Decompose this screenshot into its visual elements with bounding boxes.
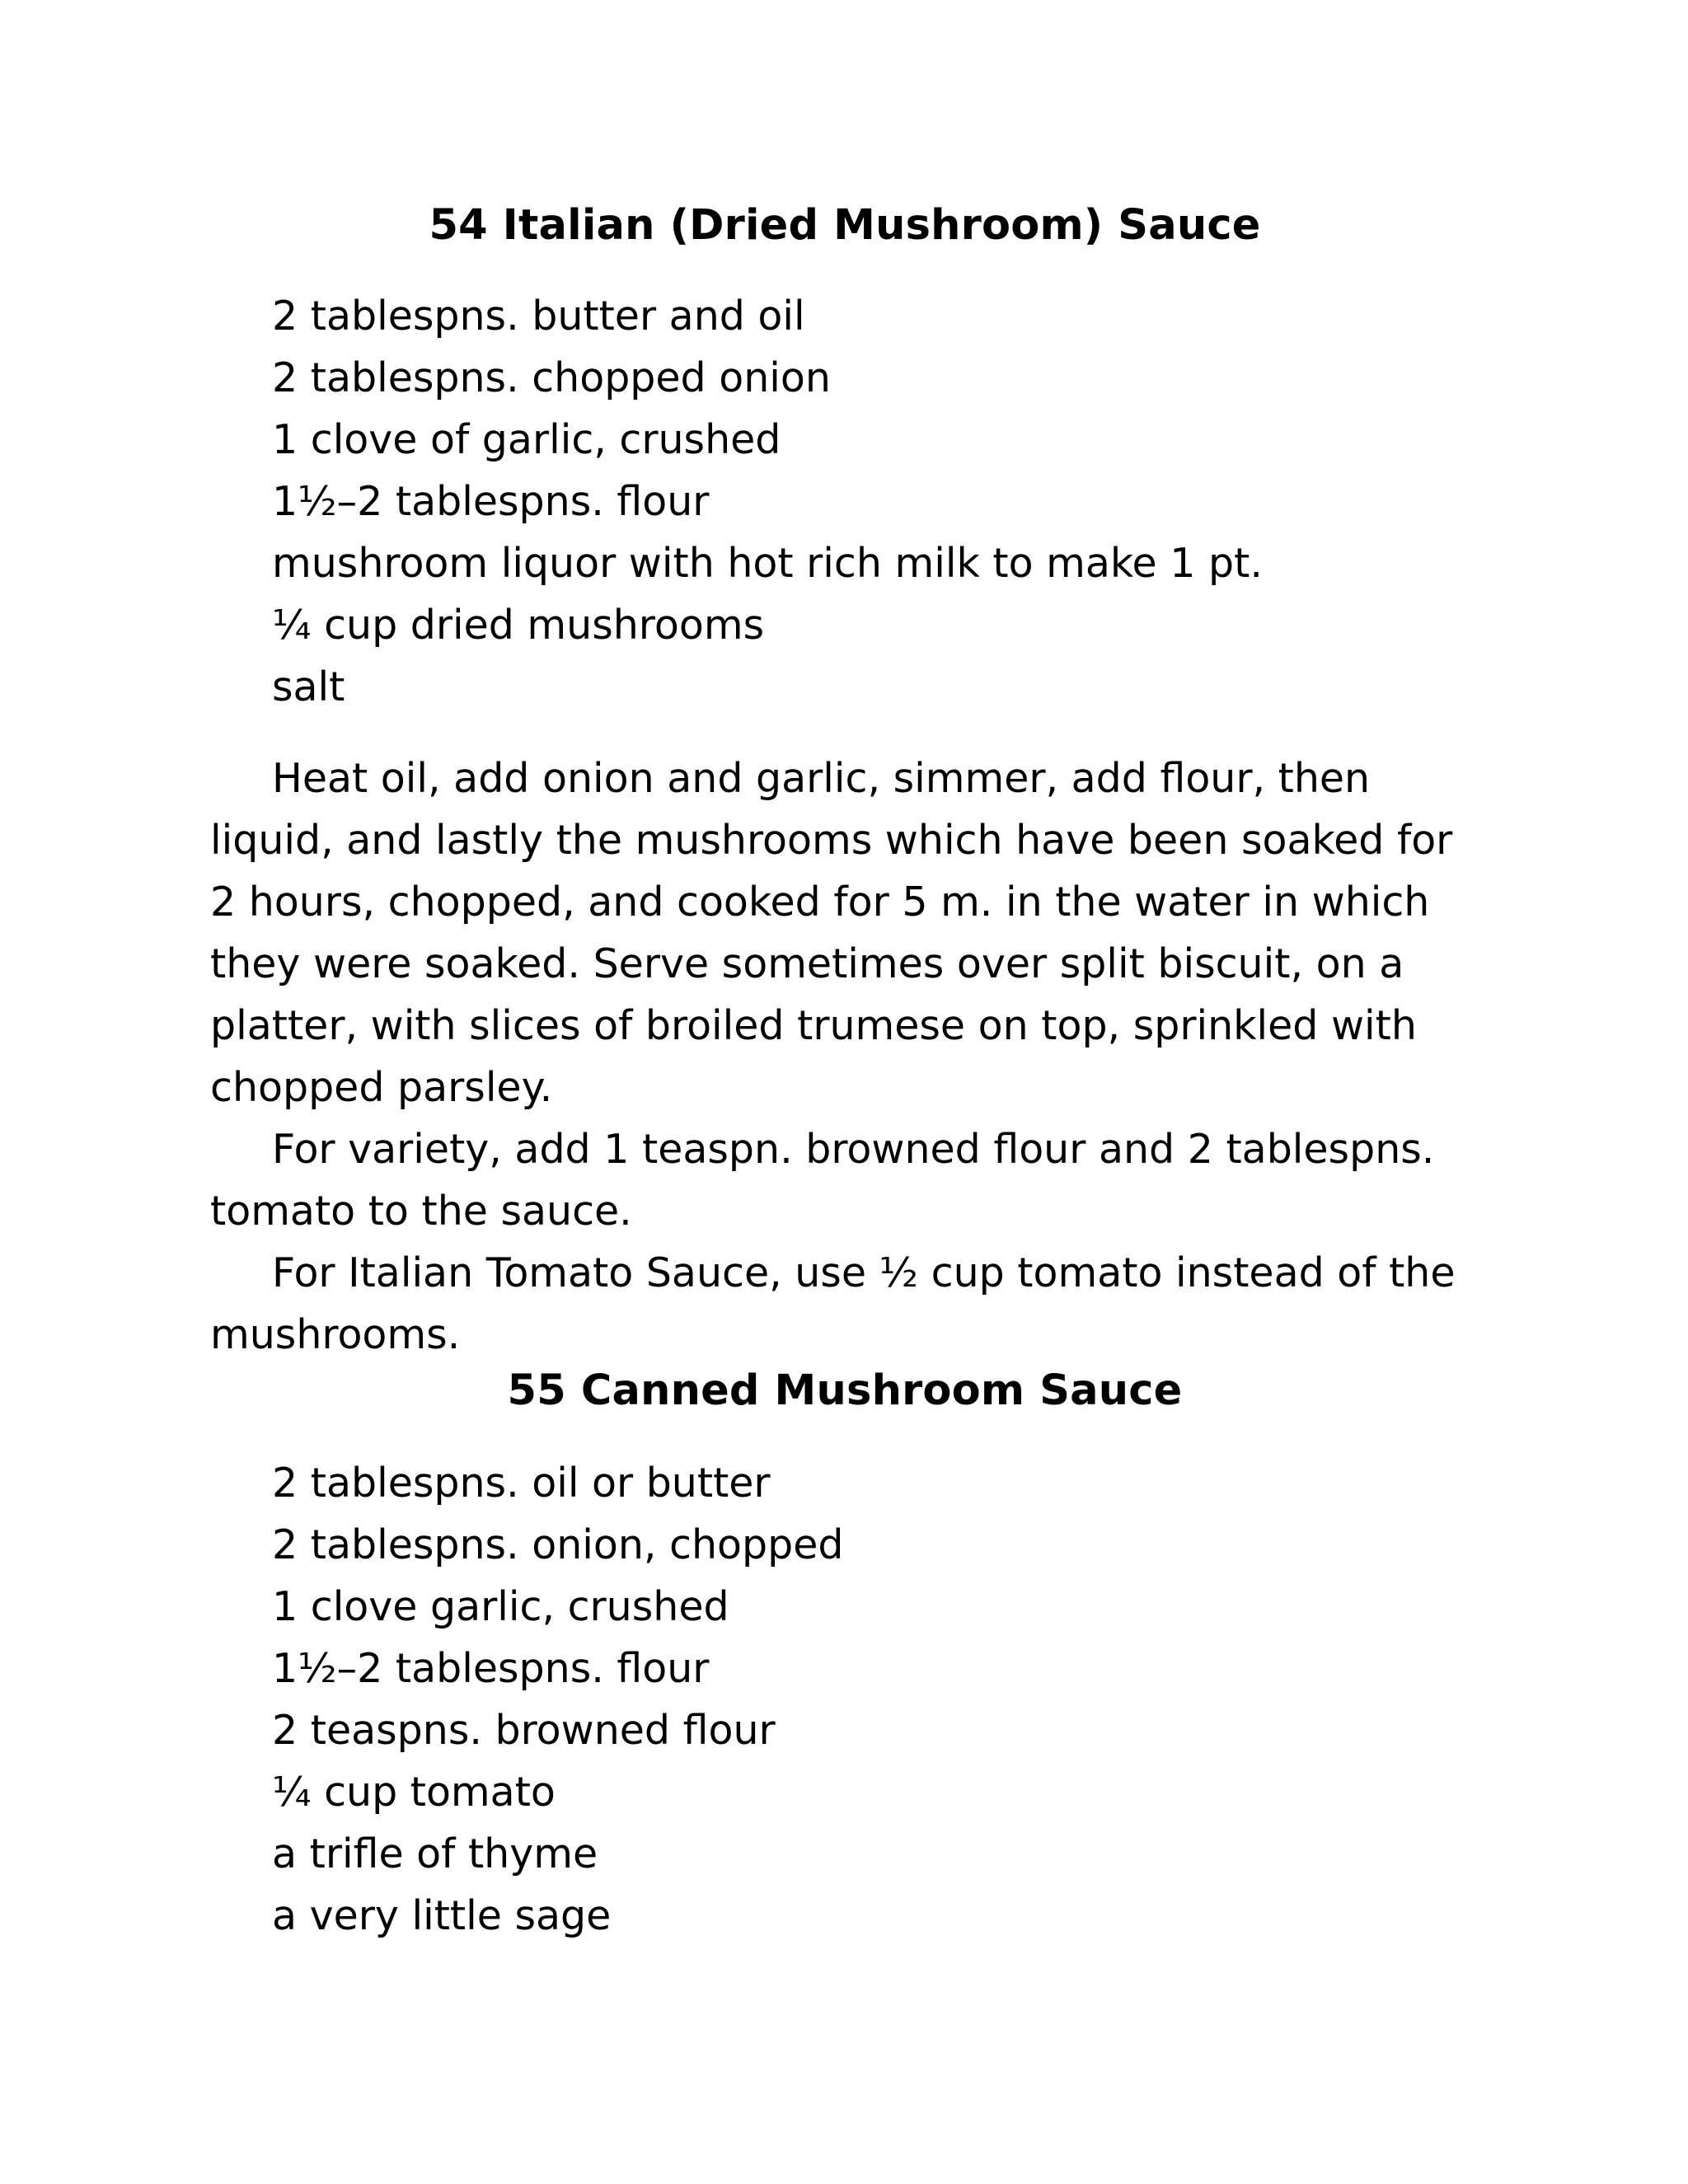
ingredient-item: ¼ cup dried mushrooms xyxy=(272,602,765,649)
ingredient-item: 2 tablespns. butter and oil xyxy=(272,293,805,340)
variation-paragraph: For Italian Tomato Sauce, use ½ cup tomato instead of the mushrooms. xyxy=(210,1249,1456,1358)
ingredient-item: a very little sage xyxy=(272,1892,612,1939)
recipe-title: 54 Italian (Dried Mushroom) Sauce xyxy=(429,201,1261,250)
recipe-title: 55 Canned Mushroom Sauce xyxy=(507,1366,1183,1415)
ingredient-item: 1½–2 tablespns. flour xyxy=(272,1645,710,1692)
method-text xyxy=(210,748,1479,1366)
ingredient-item: 1½–2 tablespns. flour xyxy=(272,478,710,525)
ingredient-item: salt xyxy=(272,663,345,710)
ingredient-item: 2 tablespns. onion, chopped xyxy=(272,1521,844,1568)
ingredient-item: mushroom liquor with hot rich milk to make 1 pt. xyxy=(272,540,1263,587)
method-paragraph: Heat oil, add onion and garlic, simmer, add flour, then liquid, and lastly the mushrooms which have been soaked for 2 hours, chopped, and cooked for 5 m. in the water in which they were soaked. Serve sometimes over split biscuit, on a platter, with slices of broiled trumese on top, sprinkled with chopped parsley. xyxy=(210,755,1453,1111)
ingredient-item: 2 tablespns. oil or butter xyxy=(272,1460,771,1507)
ingredient-item: 1 clove garlic, crushed xyxy=(272,1583,729,1630)
recipe-55 xyxy=(210,1360,1479,1947)
recipe-54 xyxy=(210,194,1479,1366)
variation-paragraph: For variety, add 1 teaspn. browned flour and 2 tablespns. tomato to the sauce. xyxy=(210,1126,1435,1235)
ingredient-item: 2 teaspns. browned flour xyxy=(272,1707,776,1754)
ingredient-list xyxy=(210,1452,1479,1947)
ingredient-item: 1 clove of garlic, crushed xyxy=(272,416,781,463)
ingredient-item: ¼ cup tomato xyxy=(272,1769,556,1816)
ingredient-item: 2 tablespns. chopped onion xyxy=(272,354,831,401)
ingredient-item: a trifle of thyme xyxy=(272,1830,598,1877)
ingredient-list xyxy=(210,285,1479,718)
